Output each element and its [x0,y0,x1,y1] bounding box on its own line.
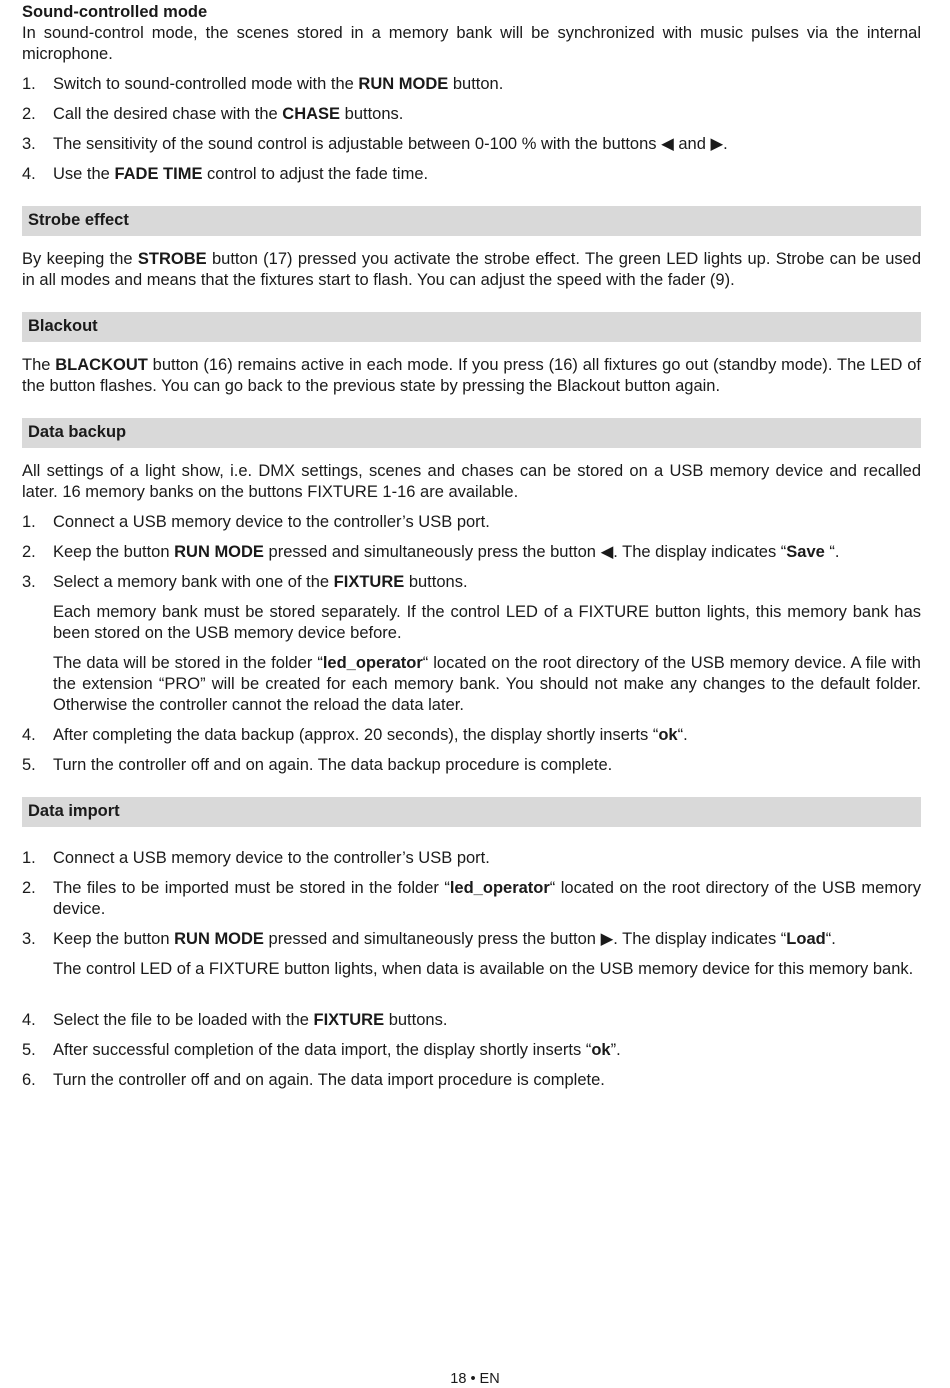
section-heading-text: Data backup [28,423,127,441]
step-text: Turn the controller off and on again. The data import procedure is complete. [53,1071,605,1089]
section-heading-strobe [22,206,921,236]
step-number: 5. [22,756,36,774]
step-number: 4. [22,726,36,744]
step-number: 3. [22,135,36,153]
step-number: 4. [22,165,36,183]
step-text: Call the desired chase with the CHASE buttons. [53,105,404,123]
section-heading-blackout [22,312,921,342]
step-text: Keep the button RUN MODE pressed and simultaneously press the button ◀. The display indicates “Save “. [53,543,840,561]
section-heading-text: Data import [28,802,120,820]
step-text: Turn the controller off and on again. The data backup procedure is complete. [53,756,613,774]
step-number: 5. [22,1041,36,1059]
step-number: 1. [22,849,36,867]
section-heading-text: Strobe effect [28,211,129,229]
step-number: 3. [22,930,36,948]
step-number: 2. [22,543,36,561]
sound-mode-intro: In sound-control mode, the scenes stored in a memory bank will be synchronized with music pulses via the internal microphone. [22,24,921,63]
step-text: Select the file to be loaded with the FIXTURE buttons. [53,1011,448,1029]
step-number: 1. [22,513,36,531]
step-text: After completing the data backup (approx. 20 seconds), the display shortly inserts “ok“. [53,726,688,744]
step-text: Connect a USB memory device to the controller’s USB port. [53,849,490,867]
section-heading-data-import [22,797,921,827]
backup-intro: All settings of a light show, i.e. DMX settings, scenes and chases can be stored on a USB memory device and recalled later. 16 memory banks on the buttons FIXTURE 1-16 are available. [22,462,921,501]
step-text: Keep the button RUN MODE pressed and simultaneously press the button ▶. The display indicates “Load“. [53,930,836,948]
step-text: The sensitivity of the sound control is adjustable between 0-100 % with the buttons ◀ and ▶. [53,135,728,153]
step-number: 2. [22,879,36,897]
sound-mode-title: Sound-controlled mode [22,3,208,21]
step-number: 4. [22,1011,36,1029]
strobe-paragraph: By keeping the STROBE button (17) pressed you activate the strobe effect. The green LED lights up. Strobe can be used in all modes and means that the fixtures start to flash. You can adjust the speed with the fader (9). [22,250,921,289]
step-number: 6. [22,1071,36,1089]
step-text: Switch to sound-controlled mode with the RUN MODE button. [53,75,504,93]
step-text: After successful completion of the data import, the display shortly inserts “ok”. [53,1041,621,1059]
section-heading-text: Blackout [28,317,98,335]
step-text: The files to be imported must be stored in the folder “led_operator“ located on the root directory of the USB memory device. [53,879,921,918]
step-text: Connect a USB memory device to the controller’s USB port. [53,513,490,531]
step-note: The data will be stored in the folder “led_operator“ located on the root directory of the USB memory device. A file with the extension “PRO” will be created for each memory bank. You should not make any changes to the default folder. Otherwise the controller cannot the reload the data later. [53,654,921,714]
step-number: 1. [22,75,36,93]
page-footer: 18 • EN [450,1371,500,1387]
section-heading-data-backup [22,418,921,448]
step-number: 3. [22,573,36,591]
step-note: The control LED of a FIXTURE button lights, when data is available on the USB memory device for this memory bank. [53,960,914,978]
blackout-paragraph: The BLACKOUT button (16) remains active in each mode. If you press (16) all fixtures go out (standby mode). The LED of the button flashes. You can go back to the previous state by pressing the Blackout button again. [22,356,921,395]
step-text: Use the FADE TIME control to adjust the fade time. [53,165,429,183]
step-note: Each memory bank must be stored separately. If the control LED of a FIXTURE button lights, this memory bank has been stored on the USB memory device before. [53,603,921,642]
step-text: Select a memory bank with one of the FIXTURE buttons. [53,573,468,591]
step-number: 2. [22,105,36,123]
